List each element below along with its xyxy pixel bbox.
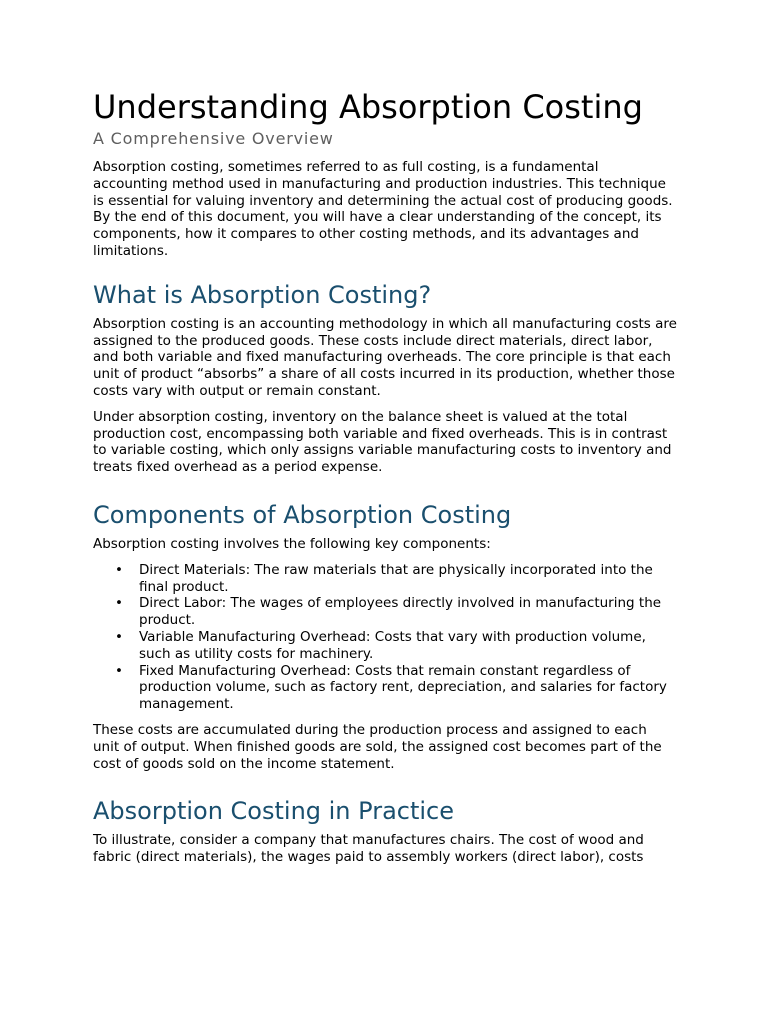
list-item-text: Variable Manufacturing Overhead: Costs that vary with production volume, such as utility costs for machinery. <box>139 628 646 662</box>
document-page <box>93 88 677 866</box>
section-paragraph: To illustrate, consider a company that manufactures chairs. The cost of wood and fabric (direct materials), the wages paid to assembly workers (direct labor), costs <box>93 832 644 866</box>
list-item <box>115 628 677 663</box>
bullet-icon: • <box>115 628 123 645</box>
components-list <box>93 562 677 713</box>
bullet-icon: • <box>115 595 123 612</box>
list-item-text: Direct Materials: The raw materials that are physically incorporated into the final product. <box>139 561 653 595</box>
intro-paragraph: Absorption costing, sometimes referred to as full costing, is a fundamental accounting method used in manufacturing and production industries. This technique is essential for valuing inventory and determining the actual cost of producing goods. By the end of this document, you will have a clear understanding of the concept, its components, how it compares to other costing methods, and its advantages and limitations. <box>93 159 673 259</box>
list-item-text: Direct Labor: The wages of employees directly involved in manufacturing the product. <box>139 595 662 629</box>
section-paragraph: Under absorption costing, inventory on the balance sheet is valued at the total production cost, encompassing both variable and fixed overheads. This is in contrast to variable costing, which only assigns variable manufacturing costs to inventory and treats fixed overhead as a period expense. <box>93 408 672 476</box>
section-paragraph: These costs are accumulated during the production process and assigned to each unit of output. When finished goods are sold, the assigned cost becomes part of the cost of goods sold on the income statement. <box>93 721 662 772</box>
section-paragraph: Absorption costing is an accounting methodology in which all manufacturing costs are assigned to the produced goods. These costs include direct materials, direct labor, and both variable and fixed manufacturing overheads. The core principle is that each unit of product “absorbs” a share of all costs incurred in its production, whether those costs vary with output or remain constant. <box>93 315 677 399</box>
list-item <box>115 595 677 629</box>
document-title: Understanding Absorption Costing <box>93 88 643 126</box>
list-item <box>115 662 677 713</box>
bullet-icon: • <box>115 561 123 578</box>
section-heading-components: Components of Absorption Costing <box>93 500 512 529</box>
document-subtitle: A Comprehensive Overview <box>93 129 334 148</box>
section-heading-what-is: What is Absorption Costing? <box>93 280 432 309</box>
list-item-text: Fixed Manufacturing Overhead: Costs that remain constant regardless of production volume, such as factory rent, depreciation, and salaries for factory management. <box>139 662 667 713</box>
section-lead: Absorption costing involves the following key components: <box>93 535 491 552</box>
bullet-icon: • <box>115 662 123 679</box>
section-heading-practice: Absorption Costing in Practice <box>93 797 455 826</box>
list-item <box>115 561 677 596</box>
